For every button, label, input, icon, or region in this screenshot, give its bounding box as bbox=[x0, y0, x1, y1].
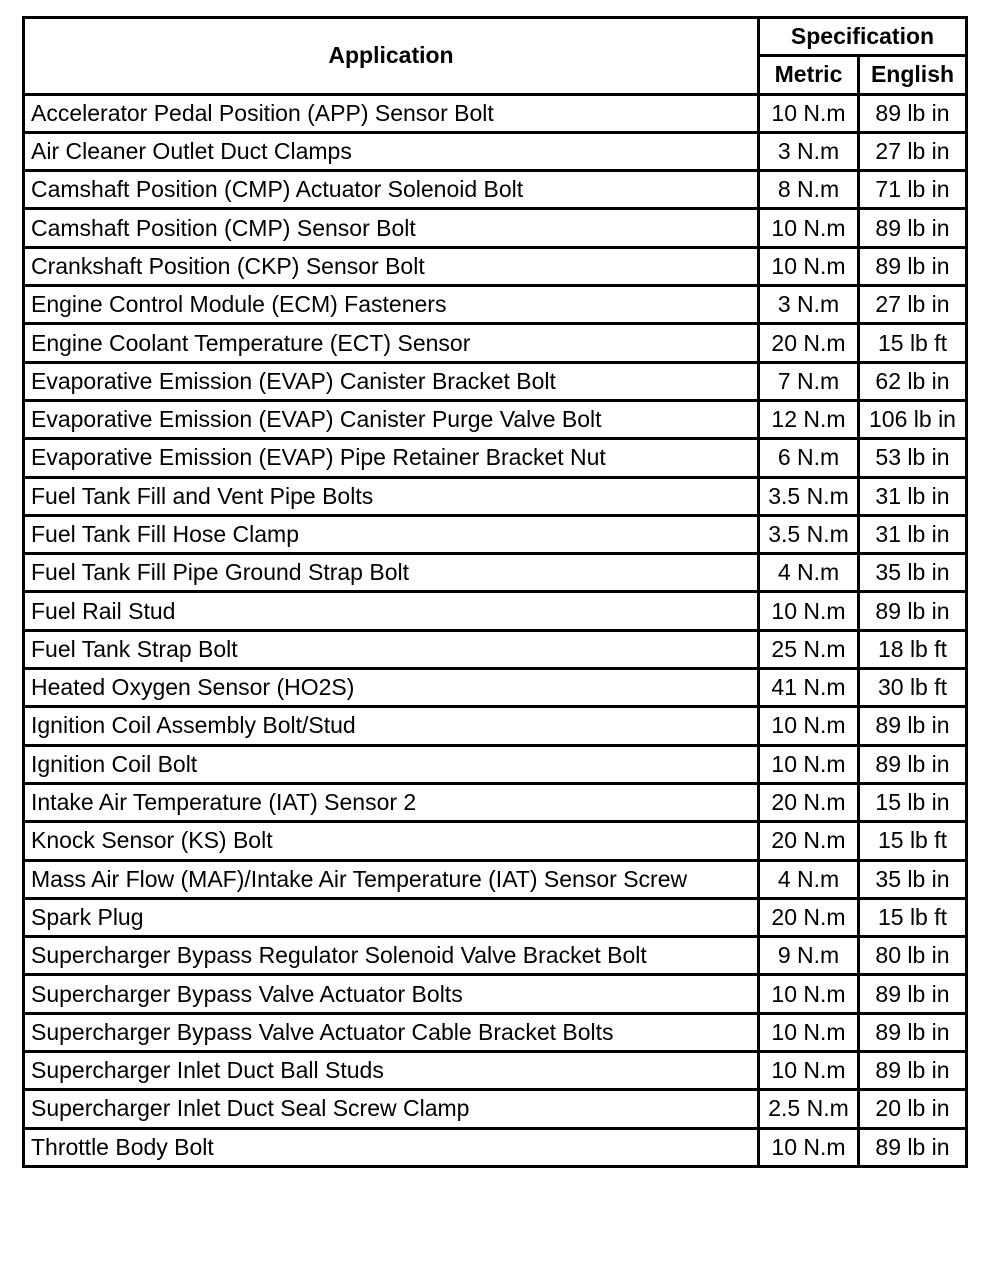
table-row bbox=[24, 1013, 967, 1051]
table-header bbox=[24, 18, 967, 95]
english-cell: 53 lb in bbox=[859, 439, 967, 477]
application-cell: Evaporative Emission (EVAP) Canister Purge Valve Bolt bbox=[24, 400, 759, 438]
english-cell: 27 lb in bbox=[859, 132, 967, 170]
table-row bbox=[24, 1128, 967, 1166]
english-cell: 31 lb in bbox=[859, 515, 967, 553]
application-cell: Engine Control Module (ECM) Fasteners bbox=[24, 286, 759, 324]
english-cell: 15 lb ft bbox=[859, 324, 967, 362]
application-cell: Crankshaft Position (CKP) Sensor Bolt bbox=[24, 247, 759, 285]
metric-cell: 41 N.m bbox=[759, 669, 859, 707]
table-row bbox=[24, 286, 967, 324]
english-cell: 35 lb in bbox=[859, 554, 967, 592]
application-cell: Accelerator Pedal Position (APP) Sensor Bolt bbox=[24, 94, 759, 132]
application-cell: Fuel Tank Fill Hose Clamp bbox=[24, 515, 759, 553]
english-cell: 27 lb in bbox=[859, 286, 967, 324]
header-row-top bbox=[24, 18, 967, 56]
application-header: Application bbox=[24, 18, 759, 95]
table-row bbox=[24, 1052, 967, 1090]
english-cell: 15 lb in bbox=[859, 783, 967, 821]
metric-cell: 10 N.m bbox=[759, 745, 859, 783]
application-cell: Throttle Body Bolt bbox=[24, 1128, 759, 1166]
table-row bbox=[24, 362, 967, 400]
english-cell: 80 lb in bbox=[859, 937, 967, 975]
application-cell: Evaporative Emission (EVAP) Pipe Retainer Bracket Nut bbox=[24, 439, 759, 477]
metric-cell: 10 N.m bbox=[759, 247, 859, 285]
application-cell: Air Cleaner Outlet Duct Clamps bbox=[24, 132, 759, 170]
table-row bbox=[24, 209, 967, 247]
application-cell: Supercharger Bypass Regulator Solenoid Valve Bracket Bolt bbox=[24, 937, 759, 975]
table-row bbox=[24, 898, 967, 936]
english-cell: 31 lb in bbox=[859, 477, 967, 515]
metric-cell: 8 N.m bbox=[759, 171, 859, 209]
metric-cell: 10 N.m bbox=[759, 209, 859, 247]
metric-cell: 4 N.m bbox=[759, 554, 859, 592]
english-cell: 89 lb in bbox=[859, 975, 967, 1013]
metric-cell: 20 N.m bbox=[759, 822, 859, 860]
english-cell: 89 lb in bbox=[859, 1052, 967, 1090]
table-row bbox=[24, 94, 967, 132]
table-row bbox=[24, 937, 967, 975]
metric-cell: 20 N.m bbox=[759, 783, 859, 821]
metric-cell: 10 N.m bbox=[759, 1128, 859, 1166]
metric-cell: 4 N.m bbox=[759, 860, 859, 898]
english-cell: 89 lb in bbox=[859, 707, 967, 745]
table-row bbox=[24, 592, 967, 630]
metric-cell: 3.5 N.m bbox=[759, 477, 859, 515]
application-cell: Fuel Tank Fill Pipe Ground Strap Bolt bbox=[24, 554, 759, 592]
english-cell: 30 lb ft bbox=[859, 669, 967, 707]
metric-cell: 10 N.m bbox=[759, 975, 859, 1013]
table-row bbox=[24, 439, 967, 477]
metric-cell: 9 N.m bbox=[759, 937, 859, 975]
metric-cell: 7 N.m bbox=[759, 362, 859, 400]
metric-cell: 10 N.m bbox=[759, 1013, 859, 1051]
application-cell: Mass Air Flow (MAF)/Intake Air Temperature (IAT) Sensor Screw bbox=[24, 860, 759, 898]
english-cell: 89 lb in bbox=[859, 94, 967, 132]
english-cell: 89 lb in bbox=[859, 1128, 967, 1166]
application-cell: Supercharger Inlet Duct Ball Studs bbox=[24, 1052, 759, 1090]
table-row bbox=[24, 822, 967, 860]
table-row bbox=[24, 247, 967, 285]
english-cell: 15 lb ft bbox=[859, 898, 967, 936]
metric-cell: 20 N.m bbox=[759, 324, 859, 362]
specification-header: Specification bbox=[759, 18, 967, 56]
metric-cell: 6 N.m bbox=[759, 439, 859, 477]
metric-cell: 3 N.m bbox=[759, 286, 859, 324]
table-row bbox=[24, 783, 967, 821]
table-row bbox=[24, 745, 967, 783]
table-row bbox=[24, 669, 967, 707]
english-cell: 62 lb in bbox=[859, 362, 967, 400]
table-row bbox=[24, 324, 967, 362]
english-cell: 89 lb in bbox=[859, 592, 967, 630]
application-cell: Camshaft Position (CMP) Sensor Bolt bbox=[24, 209, 759, 247]
application-cell: Ignition Coil Bolt bbox=[24, 745, 759, 783]
application-cell: Camshaft Position (CMP) Actuator Solenoid Bolt bbox=[24, 171, 759, 209]
table-row bbox=[24, 132, 967, 170]
table-row bbox=[24, 171, 967, 209]
english-cell: 15 lb ft bbox=[859, 822, 967, 860]
application-cell: Supercharger Bypass Valve Actuator Bolts bbox=[24, 975, 759, 1013]
english-cell: 89 lb in bbox=[859, 745, 967, 783]
english-cell: 35 lb in bbox=[859, 860, 967, 898]
english-cell: 89 lb in bbox=[859, 209, 967, 247]
application-cell: Knock Sensor (KS) Bolt bbox=[24, 822, 759, 860]
english-cell: 106 lb in bbox=[859, 400, 967, 438]
application-cell: Fuel Tank Fill and Vent Pipe Bolts bbox=[24, 477, 759, 515]
application-cell: Ignition Coil Assembly Bolt/Stud bbox=[24, 707, 759, 745]
english-cell: 20 lb in bbox=[859, 1090, 967, 1128]
metric-cell: 12 N.m bbox=[759, 400, 859, 438]
metric-cell: 25 N.m bbox=[759, 630, 859, 668]
table-row bbox=[24, 707, 967, 745]
english-cell: 18 lb ft bbox=[859, 630, 967, 668]
application-cell: Spark Plug bbox=[24, 898, 759, 936]
application-cell: Heated Oxygen Sensor (HO2S) bbox=[24, 669, 759, 707]
table-row bbox=[24, 515, 967, 553]
application-cell: Evaporative Emission (EVAP) Canister Bracket Bolt bbox=[24, 362, 759, 400]
table-row bbox=[24, 554, 967, 592]
table-row bbox=[24, 400, 967, 438]
metric-cell: 10 N.m bbox=[759, 94, 859, 132]
application-cell: Engine Coolant Temperature (ECT) Sensor bbox=[24, 324, 759, 362]
english-cell: 89 lb in bbox=[859, 247, 967, 285]
application-cell: Supercharger Bypass Valve Actuator Cable Bracket Bolts bbox=[24, 1013, 759, 1051]
metric-cell: 3.5 N.m bbox=[759, 515, 859, 553]
metric-header: Metric bbox=[759, 56, 859, 94]
metric-cell: 2.5 N.m bbox=[759, 1090, 859, 1128]
metric-cell: 10 N.m bbox=[759, 707, 859, 745]
application-cell: Fuel Tank Strap Bolt bbox=[24, 630, 759, 668]
metric-cell: 20 N.m bbox=[759, 898, 859, 936]
table-row bbox=[24, 975, 967, 1013]
metric-cell: 10 N.m bbox=[759, 592, 859, 630]
metric-cell: 10 N.m bbox=[759, 1052, 859, 1090]
english-cell: 89 lb in bbox=[859, 1013, 967, 1051]
table-body bbox=[24, 94, 967, 1166]
table-row bbox=[24, 860, 967, 898]
torque-spec-table bbox=[22, 16, 968, 1168]
english-cell: 71 lb in bbox=[859, 171, 967, 209]
table-row bbox=[24, 477, 967, 515]
metric-cell: 3 N.m bbox=[759, 132, 859, 170]
english-header: English bbox=[859, 56, 967, 94]
application-cell: Supercharger Inlet Duct Seal Screw Clamp bbox=[24, 1090, 759, 1128]
table-row bbox=[24, 630, 967, 668]
table-row bbox=[24, 1090, 967, 1128]
application-cell: Fuel Rail Stud bbox=[24, 592, 759, 630]
application-cell: Intake Air Temperature (IAT) Sensor 2 bbox=[24, 783, 759, 821]
